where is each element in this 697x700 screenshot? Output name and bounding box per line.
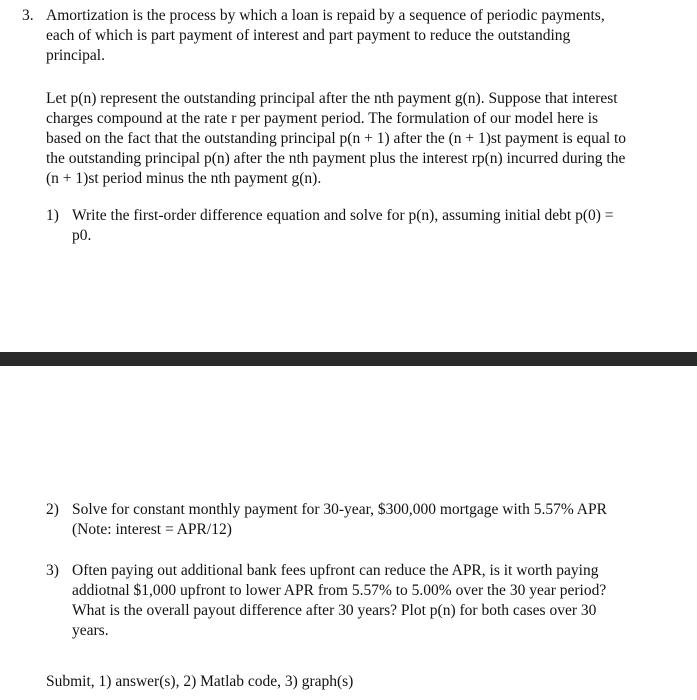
model-line: charges compound at the rate r per payment period. The formulation of our model here is — [46, 110, 599, 127]
part-number: 3) — [46, 562, 59, 579]
part-line: years. — [72, 622, 109, 639]
part-number: 1) — [46, 207, 59, 224]
part-line: Write the first-order difference equation and solve for p(n), assuming initial debt p(0) = — [72, 207, 614, 224]
part-line: (Note: interest = APR/12) — [72, 521, 232, 538]
intro-line: each of which is part payment of interest and part payment to reduce the outstanding — [46, 27, 571, 44]
model-line: Let p(n) represent the outstanding principal after the nth payment g(n). Suppose that interest — [46, 90, 618, 107]
part-line: addiotnal $1,000 upfront to lower APR from 5.57% to 5.00% over the 30 year period? — [72, 582, 607, 599]
model-line: (n + 1)st period minus the nth payment g(n). — [46, 170, 322, 187]
part-line: What is the overall payout difference after 30 years? Plot p(n) for both cases over 30 — [72, 602, 597, 619]
intro-line: Amortization is the process by which a loan is repaid by a sequence of periodic payments, — [46, 7, 605, 24]
model-line: based on the fact that the outstanding principal p(n + 1) after the (n + 1)st payment is equal to — [46, 130, 627, 147]
model-line: the outstanding principal p(n) after the nth payment plus the interest rp(n) incurred during the — [46, 150, 626, 167]
part-line: p0. — [72, 227, 92, 244]
page-divider — [0, 352, 697, 366]
question-number: 3. — [22, 7, 34, 24]
part-line: Solve for constant monthly payment for 30-year, $300,000 mortgage with 5.57% APR — [72, 501, 607, 518]
intro-line: principal. — [46, 47, 105, 64]
part-number: 2) — [46, 501, 59, 518]
submit-instructions: Submit, 1) answer(s), 2) Matlab code, 3) graph(s) — [46, 673, 354, 690]
part-line: Often paying out additional bank fees upfront can reduce the APR, is it worth paying — [72, 562, 599, 579]
